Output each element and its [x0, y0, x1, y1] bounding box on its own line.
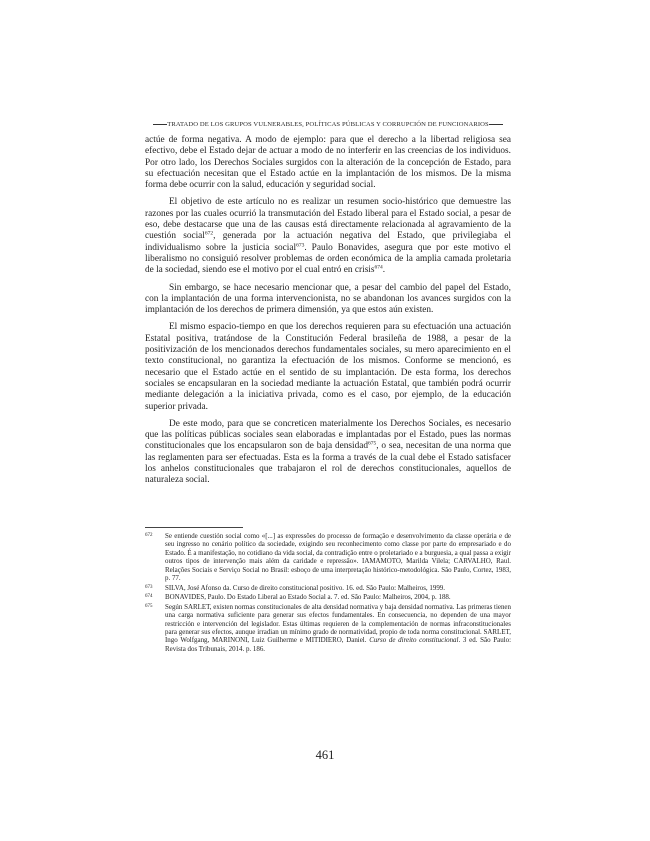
- footnote-ref: 672: [204, 230, 214, 237]
- footnote-number: 674: [145, 594, 153, 600]
- footnote-separator: [145, 527, 243, 528]
- footnote-number: 675: [145, 603, 153, 609]
- footnote-text: Se entiende cuestión social como «[...] as expressões do processo de formação e desenvolvimento da classe operária e de seu ingresso no cenário político da sociedade, exigindo seu reconhecimento como classe por parte do empresariado e do Estado. É a manifestação, no cotidiano da vida social, da contradição entre o proletariado e a burguesia, a qual passa a exigir outros tipos de intervenção mais além da caridade e repressão». IAMAMOTO, Marilda Vilela; CARVALHO, Raul. Relações Sociais e Serviço Social no Brasil: esboço de uma interpretação histórico-metodológica. São Paulo, Cortez, 1983, p. 77.: [165, 532, 511, 583]
- footnote: [145, 532, 511, 583]
- footnote-ref: 674: [374, 264, 383, 271]
- running-header: [146, 121, 510, 128]
- paragraph: actúe de forma negativa. A modo de ejemplo: para que el derecho a la libertad religiosa sea efectivo, debe el Estado dejar de actuar a modo de no interferir en las creencias de los individuos. Por otro lado, los Derechos Sociales surgidos con la alteración de la concepción de Estado, para su efectuación necesitan que el Estado actúe en la implantación de los mismos. De la misma forma debe ocurrir con la salud, educación y seguridad social.: [145, 135, 511, 191]
- paragraph: El objetivo de este artículo no es realizar un resumen socio-histórico que demuestre las razones por las cuales ocurrió la transmutación del Estado liberal para el Estado social, a pesar de eso, debe destacarse que una de las causas está directamente relacionada al agravamiento de la cuestión social$^{672}$, generada por la actuación negativa del Estado, que privilegiaba el individualismo sobre la justicia social$^{673}$. Paulo Bonavides, asegura que por este motivo el liberalismo no consiguió resolver problemas de orden económica de la amplia camada proletaria de la sociedad, siendo ese el motivo por el cual entró en crisis$^{674}$.: [145, 197, 512, 276]
- main-text: [145, 135, 511, 493]
- footnote-ref: 673: [296, 242, 305, 249]
- footnote: [145, 584, 511, 592]
- header-left-rule: [153, 124, 167, 125]
- running-title: TRATADO DE LOS GRUPOS VULNERABLES, POLÍTICAS PÚBLICAS Y CORRUPCIÓN DE FUNCIONARIOS: [167, 121, 489, 128]
- paragraph: De este modo, para que se concreticen materialmente los Derechos Sociales, es necesario que las políticas públicas sociales sean elaboradas e implantadas por el Estado, pues las normas constitucionales que los encapsularon son de baja densidad$^{675}$, o sea, necesitan de una norma que las reglamenten para ser efectuadas. Esta es la forma a través de la cual debe el Estado satisfacer los anhelos constitucionales que trabajaron el rol de derechos constitucionales, aquellos de naturaleza social.: [145, 418, 511, 486]
- footnote: [145, 603, 511, 654]
- footnote-text: Según SARLET, existen normas constitucionales de alta densidad normativa y baja densidad normativa. Las primeras tienen una carga normativa suficiente para generar sus efectos fundamentales. En consecuencia, no dependen de una mayor restricción e intervención del legislador. Estas últimas requieren de la complementación de normas infraconstitucionales para generar sus efectos, aunque irradian un mínimo grado de normatividad, propio de toda norma constitucional. SARLET, Ingo Wolfgang, MARINONI, Luiz Guilherme e MITIDIERO, Daniel. Curso de direito constitucional. 3 ed. São Paulo: Revista dos Tribunais, 2014. p. 186.: [165, 602, 512, 653]
- footnote-number: 673: [145, 584, 153, 590]
- paragraph: Sin embargo, se hace necesario mencionar que, a pesar del cambio del papel del Estado, con la implantación de una forma intervencionista, no se abandonan los avances surgidos con la implantación de los derechos de primera dimensión, ya que estos aún existen.: [145, 282, 511, 316]
- paragraph: El mismo espacio-tiempo en que los derechos requieren para su efectuación una actuación Estatal positiva, tratándose de la Constitución Federal brasileña de 1988, a pesar de la positivización de los mencionados derechos fundamentales sociales, su mero aparecimiento en el texto constitucional, no garantiza la efectuación de los mismos. Conforme se mencionó, es necesario que el Estado actúe en el sentido de su implantación. De esta forma, los derechos sociales se encapsularan en la sociedad mediante la actuación Estatal, que también podrá ocurrir mediante delegación a la iniciativa privada, como es el caso, por ejemplo, de la educación superior privada.: [145, 322, 511, 412]
- footnote-text: BONAVIDES, Paulo. Do Estado Liberal ao Estado Social a. 7. ed. São Paulo: Malheiros, 2004, p. 188.: [165, 593, 451, 602]
- header-right-rule: [489, 124, 503, 125]
- footnotes: [145, 532, 511, 654]
- footnote: [145, 593, 511, 601]
- footnote-number: 672: [145, 533, 153, 538]
- page-number: 461: [315, 748, 335, 762]
- footnote-ref: 675: [368, 440, 377, 447]
- footnote-text: SILVA, José Afonso da. Curso de direito constitucional positivo. 16. ed. São Paulo: Malheiros, 1999.: [165, 583, 445, 592]
